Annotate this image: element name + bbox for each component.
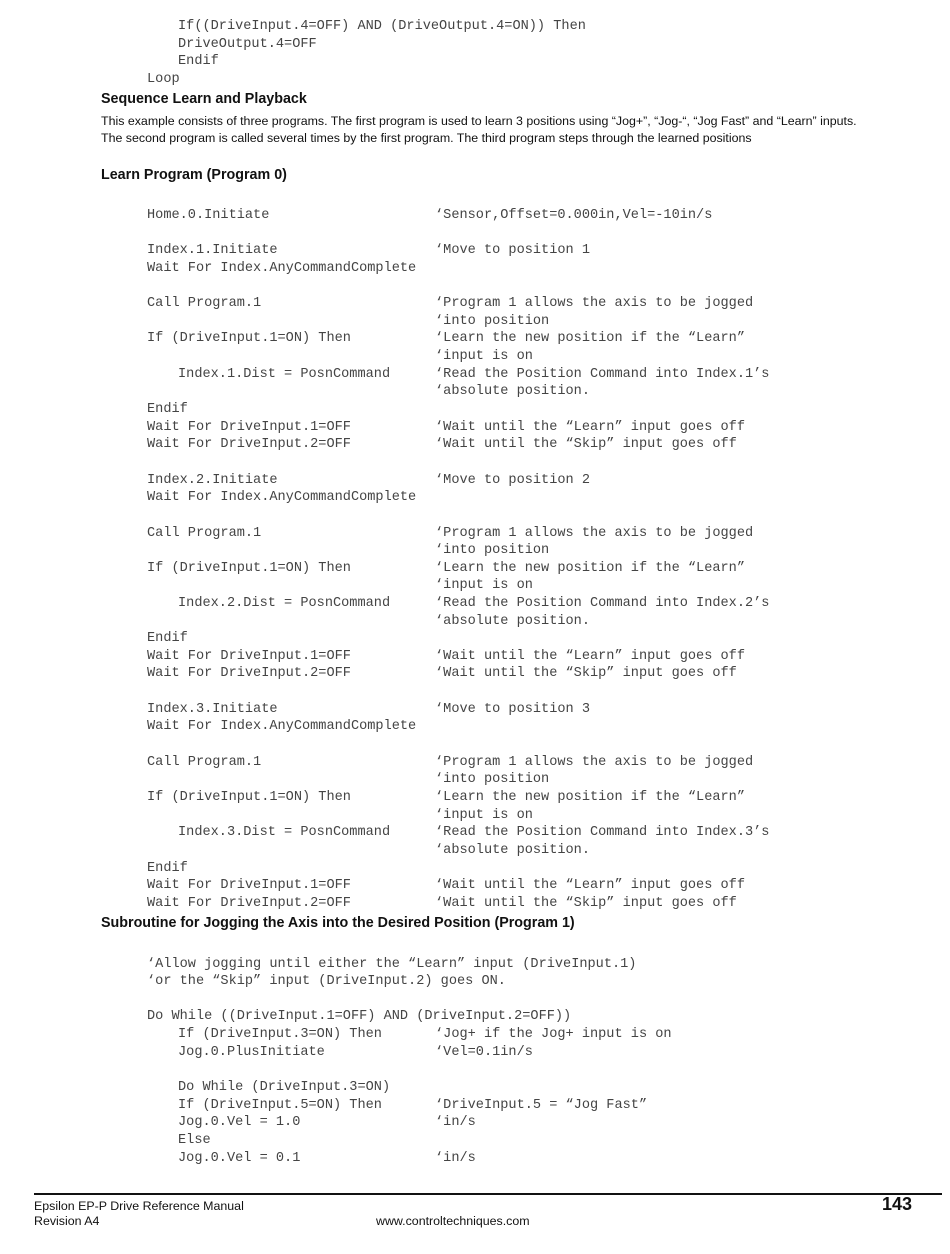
page-number: 143 [881,1194,912,1214]
code-comment: ‘Wait until the “Skip” input goes off [435,666,737,681]
code-comment: ‘Move to position 3 [435,702,590,717]
code-line: Endif [178,54,219,69]
code-comment: ‘Program 1 allows the axis to be jogged [435,296,754,311]
code-line: Endif [147,631,188,646]
code-line: Call Program.1 [147,755,262,770]
code-line: Do While (DriveInput.3=ON) [178,1080,391,1095]
code-comment: ‘Wait until the “Learn” input goes off [435,649,745,664]
code-line: Wait For DriveInput.2=OFF [147,896,351,911]
section-heading: Subroutine for Jogging the Axis into the Desired Position (Program 1) [101,915,575,931]
code-comment: ‘input is on [435,808,533,823]
code-line: If (DriveInput.1=ON) Then [147,790,351,805]
code-line: Index.1.Dist = PosnCommand [178,367,391,382]
footer-rule [34,1193,942,1195]
code-line: Jog.0.Vel = 1.0 [178,1115,301,1130]
code-comment: ‘Vel=0.1in/s [435,1045,533,1060]
code-comment: ‘Read the Position Command into Index.3’s [435,825,770,840]
code-comment: ‘Read the Position Command into Index.1’s [435,367,770,382]
code-line: If (DriveInput.1=ON) Then [147,561,351,576]
code-line: Index.1.Initiate [147,243,278,258]
code-line: Index.3.Initiate [147,702,278,717]
code-comment: ‘DriveInput.5 = “Jog Fast” [435,1098,648,1113]
code-line: If((DriveInput.4=OFF) AND (DriveOutput.4=ON)) Then [178,19,586,34]
code-line: Wait For DriveInput.2=OFF [147,666,351,681]
code-line: Loop [147,72,180,87]
code-line: Jog.0.PlusInitiate [178,1045,325,1060]
code-comment: ‘into position [435,772,550,787]
code-line: Wait For DriveInput.1=OFF [147,649,351,664]
code-comment: ‘absolute position. [435,614,590,629]
code-comment: ‘input is on [435,349,533,364]
code-comment: ‘Learn the new position if the “Learn” [435,561,745,576]
code-comment: ‘Read the Position Command into Index.2’s [435,596,770,611]
code-line: Do While ((DriveInput.1=OFF) AND (DriveInput.2=OFF)) [147,1009,572,1024]
code-comment: ‘in/s [435,1115,476,1130]
code-line: Endif [147,402,188,417]
code-line: Index.3.Dist = PosnCommand [178,825,391,840]
section-heading: Sequence Learn and Playback [101,91,307,107]
code-comment: ‘Wait until the “Learn” input goes off [435,420,745,435]
code-line: If (DriveInput.5=ON) Then [178,1098,382,1113]
code-comment: ‘absolute position. [435,384,590,399]
code-comment: ‘Move to position 1 [435,243,590,258]
code-comment: ‘input is on [435,578,533,593]
code-comment: ‘into position [435,314,550,329]
code-line: ‘or the “Skip” input (DriveInput.2) goes ON. [147,974,506,989]
code-line: Index.2.Dist = PosnCommand [178,596,391,611]
code-comment: ‘Move to position 2 [435,473,590,488]
code-line: Home.0.Initiate [147,208,270,223]
code-comment: ‘Wait until the “Skip” input goes off [435,896,737,911]
code-line: Wait For Index.AnyCommandComplete [147,261,417,276]
code-line: Else [178,1133,211,1148]
code-comment: ‘Wait until the “Learn” input goes off [435,878,745,893]
code-comment: ‘in/s [435,1151,476,1166]
code-comment: ‘Jog+ if the Jog+ input is on [435,1027,672,1042]
code-comment: ‘absolute position. [435,843,590,858]
code-comment: ‘into position [435,543,550,558]
code-comment: ‘Wait until the “Skip” input goes off [435,437,737,452]
footer-website: www.controltechniques.com [376,1214,530,1228]
code-line: If (DriveInput.3=ON) Then [178,1027,382,1042]
section-heading: Learn Program (Program 0) [101,167,287,183]
code-comment: ‘Program 1 allows the axis to be jogged [435,755,754,770]
code-line: Call Program.1 [147,526,262,541]
code-line: Call Program.1 [147,296,262,311]
footer-revision: Revision A4 [34,1214,100,1228]
code-line: Wait For DriveInput.1=OFF [147,878,351,893]
intro-paragraph: This example consists of three programs. The first program is used to learn 3 positions using “Jog+”, “Jog-“, “Jog Fast” and “Learn” inputs. The second program is called several times by the first program. The third program steps through the learned positions [101,114,857,145]
code-comment: ‘Sensor,Offset=0.000in,Vel=-10in/s [435,208,713,223]
code-line: If (DriveInput.1=ON) Then [147,331,351,346]
code-line: Wait For DriveInput.2=OFF [147,437,351,452]
code-comment: ‘Program 1 allows the axis to be jogged [435,526,754,541]
code-line: ‘Allow jogging until either the “Learn” input (DriveInput.1) [147,957,637,972]
code-line: Endif [147,861,188,876]
footer-manual-title: Epsilon EP-P Drive Reference Manual [34,1199,244,1213]
code-comment: ‘Learn the new position if the “Learn” [435,331,745,346]
code-line: Wait For Index.AnyCommandComplete [147,719,417,734]
code-comment: ‘Learn the new position if the “Learn” [435,790,745,805]
code-line: Wait For Index.AnyCommandComplete [147,490,417,505]
code-line: Index.2.Initiate [147,473,278,488]
code-line: Wait For DriveInput.1=OFF [147,420,351,435]
code-line: DriveOutput.4=OFF [178,37,317,52]
code-line: Jog.0.Vel = 0.1 [178,1151,301,1166]
